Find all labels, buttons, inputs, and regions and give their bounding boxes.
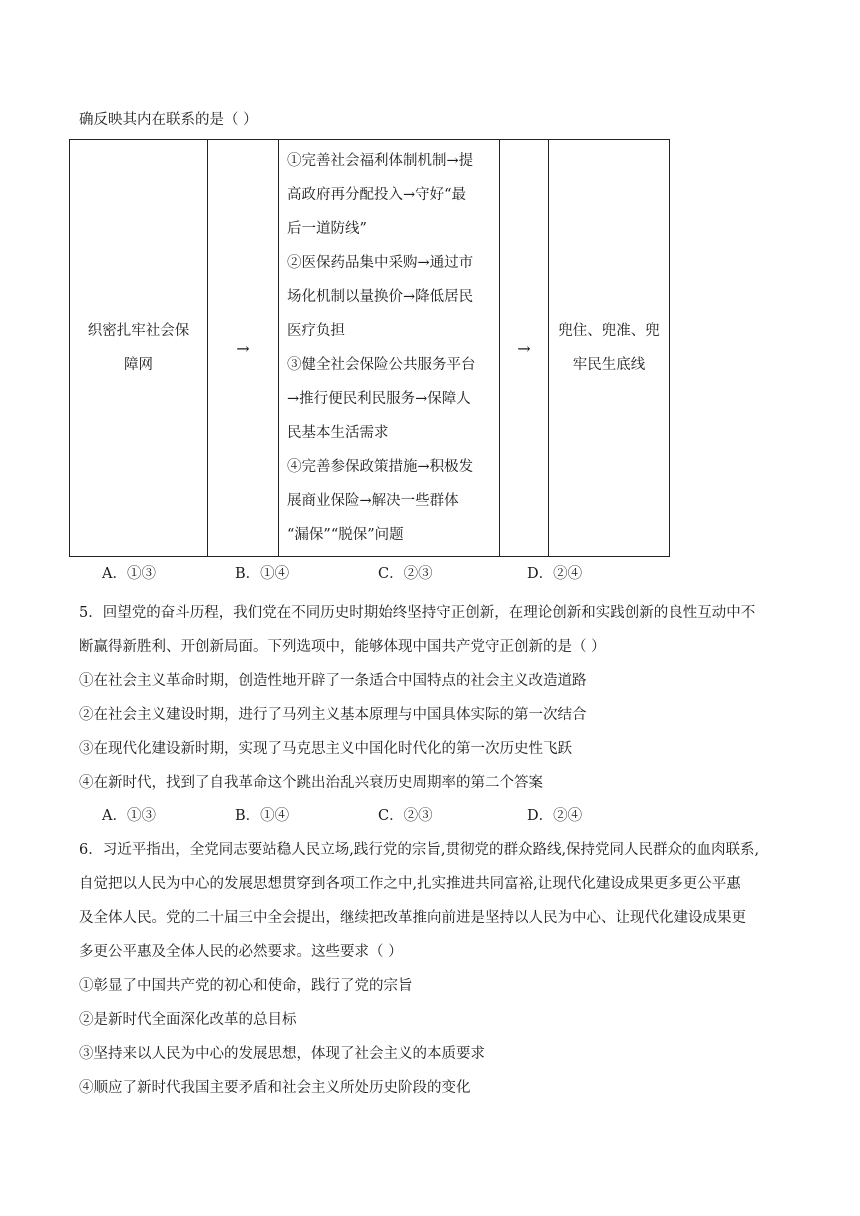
q6-stem-line2: 自觉把以人民为中心的发展思想贯穿到各项工作之中,扎实推进共同富裕,让现代化建设成果更多更公平惠 [79,876,741,892]
flow-middle-line: ④完善参保政策措施→积极发 [287,459,474,475]
q4-stem-tail: 确反映其内在联系的是（ ） [79,112,258,128]
q5-option-d[interactable]: D．②④ [527,808,583,824]
q4-flow-table [69,139,670,557]
arrow-right-icon: → [517,338,531,358]
q5-option-a[interactable]: A．①③ [102,808,156,824]
q6-stem-line1: 6．习近平指出，全党同志要站稳人民立场,践行党的宗旨,贯彻党的群众路线,保持党同人民群众的血肉联系, [79,842,760,858]
flow-middle-line: 民基本生活需求 [287,425,389,441]
flow-middle-line: 场化机制以量换价→降低居民 [287,289,474,305]
flow-middle-line: 后一道防线” [287,221,367,237]
q5-option-b[interactable]: B．①④ [235,808,290,824]
flow-right-line2: 牢民生底线 [572,357,646,373]
arrow-right-icon: → [236,338,250,358]
q5-item-1: ①在社会主义革命时期，创造性地开辟了一条适合中国特点的社会主义改造道路 [79,673,587,689]
q5-item-2: ②在社会主义建设时期，进行了马列主义基本原理与中国具体实际的第一次结合 [79,707,587,723]
q6-stem-line3: 及全体人民。党的二十届三中全会提出，继续把改革推向前进是坚持以人民为中心、让现代化建设成果更 [79,910,746,926]
q6-stem-line4: 多更公平惠及全体人民的必然要求。这些要求（ ） [79,944,403,960]
flow-arrow-2 [500,140,549,557]
q5-option-c[interactable]: C．②③ [378,808,433,824]
flow-right-line1: 兜住、兜准、兜 [558,323,660,339]
flow-middle-line: ①完善社会福利体制机制→提 [287,153,474,169]
q4-option-a[interactable]: A．①③ [102,566,156,582]
flow-arrow-1 [208,140,279,557]
flow-middle-line: 医疗负担 [287,323,345,339]
flow-middle-line: ②医保药品集中采购→通过市 [287,255,474,271]
q4-option-d[interactable]: D．②④ [527,566,583,582]
flow-middle-line: 高政府再分配投入→守好“最 [287,187,467,203]
q5-stem-line1: 5．回望党的奋斗历程，我们党在不同历史时期始终坚持守正创新，在理论创新和实践创新的良性互动中不 [79,605,756,621]
q6-item-1: ①彰显了中国共产党的初心和使命，践行了党的宗旨 [79,978,413,994]
flow-left-box [70,140,208,557]
flow-left-line1: 织密扎牢社会保 [87,323,190,339]
q4-option-c[interactable]: C．②③ [378,566,433,582]
q4-option-b[interactable]: B．①④ [235,566,290,582]
flow-middle-box [279,140,500,557]
flow-right-box [549,140,670,557]
q5-stem-line2: 断赢得新胜利、开创新局面。下列选项中，能够体现中国共产党守正创新的是（ ） [79,639,606,655]
flow-middle-line: 展商业保险→解决一些群体 [287,493,459,509]
q6-item-2: ②是新时代全面深化改革的总目标 [79,1012,297,1028]
q6-item-3: ③坚持来以人民为中心的发展思想，体现了社会主义的本质要求 [79,1046,485,1062]
flow-left-line2: 障网 [124,357,153,373]
flow-middle-line: “漏保”“脱保”问题 [287,527,404,543]
q5-item-4: ④在新时代，找到了自我革命这个跳出治乱兴衰历史周期率的第二个答案 [79,775,543,791]
q5-item-3: ③在现代化建设新时期，实现了马克思主义中国化时代化的第一次历史性飞跃 [79,741,572,757]
q6-item-4: ④顺应了新时代我国主要矛盾和社会主义所处历史阶段的变化 [79,1080,471,1096]
flow-middle-line: →推行便民利民服务→保障人 [287,391,471,407]
flow-middle-line: ③健全社会保险公共服务平台 [287,357,476,373]
